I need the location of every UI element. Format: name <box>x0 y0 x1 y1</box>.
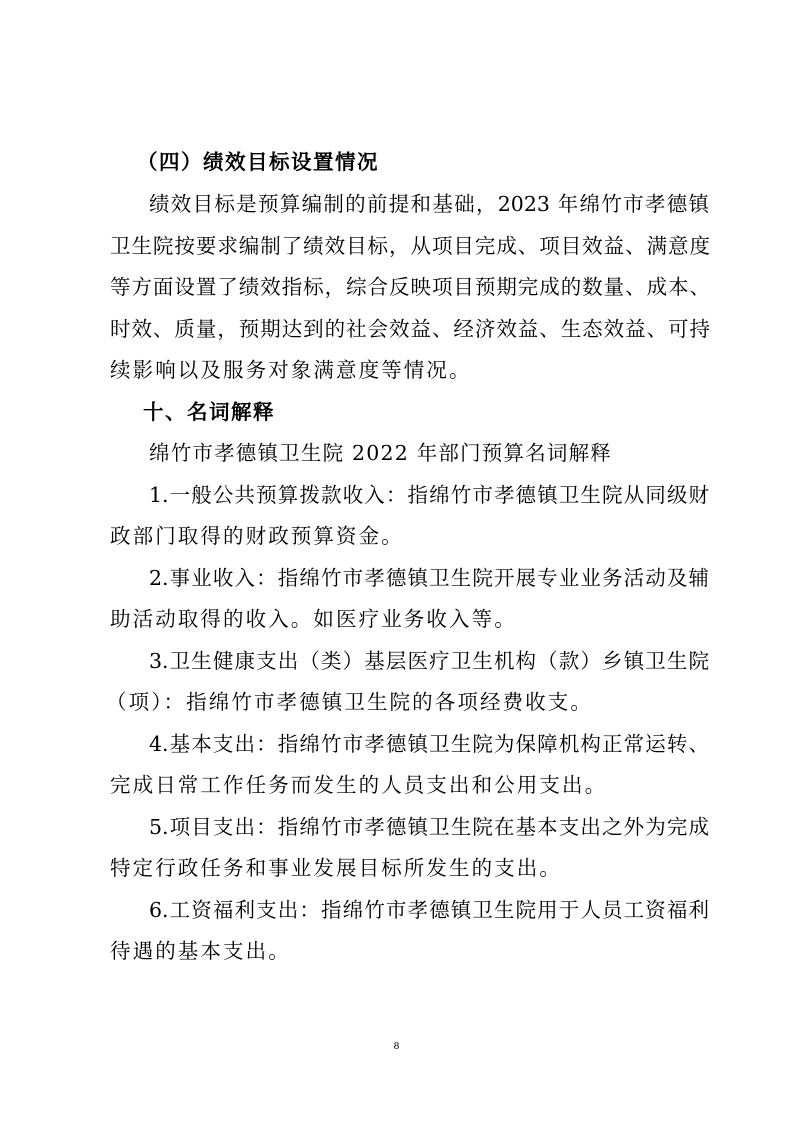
glossary-line: 政部门取得的财政预算资金。 <box>110 524 404 548</box>
paragraph-line: 绩效目标是预算编制的前提和基础，2023 年绵竹市孝德镇 <box>149 192 709 216</box>
paragraph-line: 续影响以及服务对象满意度等情况。 <box>110 358 472 382</box>
glossary-line: 6.工资福利支出：指绵竹市孝德镇卫生院用于人员工资福利 <box>149 898 709 922</box>
glossary-intro: 绵竹市孝德镇卫生院 2022 年部门预算名词解释 <box>149 441 613 465</box>
page-number: 8 <box>393 1040 400 1052</box>
section-heading: （四）绩效目标设置情况 <box>137 150 379 174</box>
glossary-line: 3.卫生健康支出（类）基层医疗卫生机构（款）乡镇卫生院 <box>149 649 709 673</box>
glossary-line: 助活动取得的收入。如医疗业务收入等。 <box>110 607 517 631</box>
paragraph-line: 卫生院按要求编制了绩效目标，从项目完成、项目效益、满意度 <box>110 234 710 258</box>
glossary-line: 特定行政任务和事业发展目标所发生的支出。 <box>110 856 562 880</box>
glossary-line: 完成日常工作任务而发生的人员支出和公用支出。 <box>110 773 608 797</box>
chapter-heading: 十、名词解释 <box>143 400 275 424</box>
paragraph-line: 时效、质量，预期达到的社会效益、经济效益、生态效益、可持 <box>110 317 710 341</box>
glossary-line: （项）：指绵竹市孝德镇卫生院的各项经费收支。 <box>106 690 593 714</box>
glossary-line: 1.一般公共预算拨款收入：指绵竹市孝德镇卫生院从同级财 <box>149 483 709 507</box>
glossary-line: 2.事业收入：指绵竹市孝德镇卫生院开展专业业务活动及辅 <box>149 566 709 590</box>
glossary-line: 4.基本支出：指绵竹市孝德镇卫生院为保障机构正常运转、 <box>149 732 709 756</box>
paragraph-line: 等方面设置了绩效指标，综合反映项目预期完成的数量、成本、 <box>110 275 710 299</box>
glossary-line: 5.项目支出：指绵竹市孝德镇卫生院在基本支出之外为完成 <box>149 815 709 839</box>
glossary-line: 待遇的基本支出。 <box>110 939 291 963</box>
